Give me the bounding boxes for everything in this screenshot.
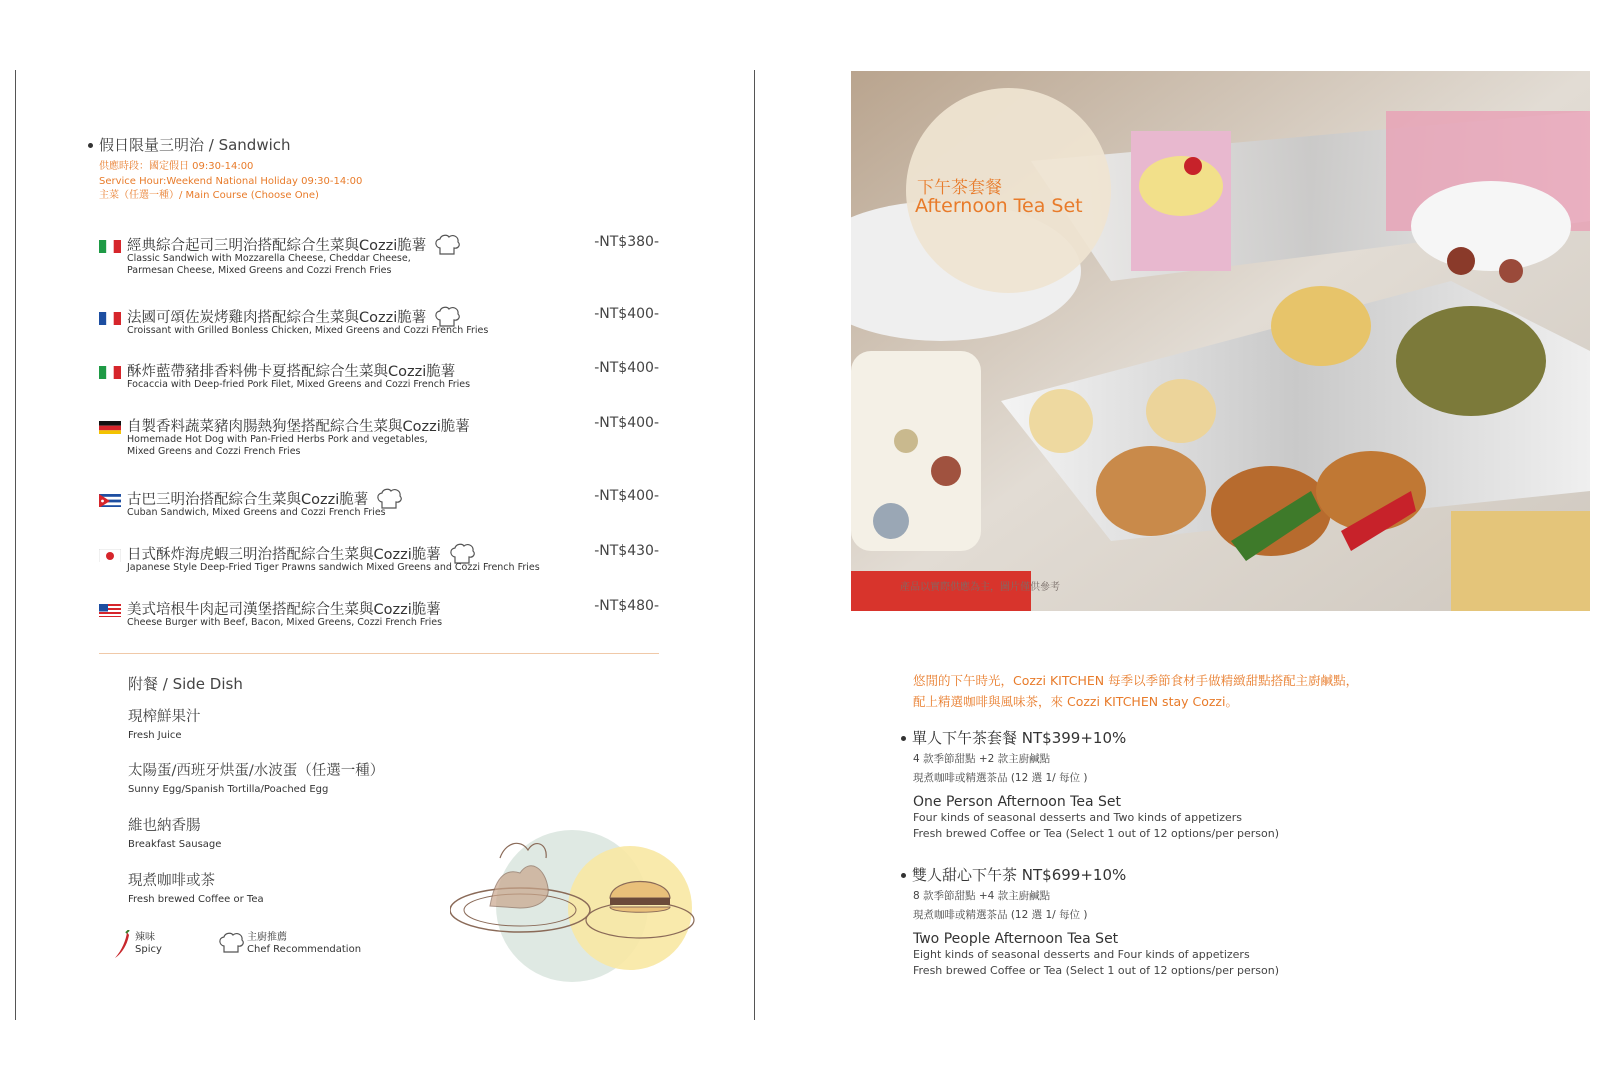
item-name-zh: 經典綜合起司三明治搭配綜合生菜與Cozzi脆薯 [127,234,462,258]
set-desc-zh: 8 款季節甜點 +4 款主廚鹹點 現煮咖啡或精選茶品 (12 選 1/ 每位 ) [913,890,1088,921]
item-name-zh: 美式培根牛肉起司漢堡搭配綜合生菜與Cozzi脆薯 [127,602,441,618]
list-item [128,869,264,905]
item-name-en: Cuban Sandwich, Mixed Greens and Cozzi French Fries [127,507,386,518]
item-price: -NT$400- [594,415,659,431]
france-flag-icon [99,311,121,325]
japan-flag-icon [99,548,121,562]
set-title: 雙人甜心下午茶 NT$699+10% [901,864,1279,885]
chef-hat-icon [216,931,246,957]
item-name-en: Cheese Burger with Beef, Bacon, Mixed Greens, Cozzi French Fries [127,617,443,628]
section-divider [99,653,659,654]
side-name-en: Fresh Juice [128,730,182,741]
section-title: 附餐 / Side Dish [128,675,243,693]
germany-flag-icon [99,420,121,434]
center-divider [754,70,755,1020]
side-name-en: Fresh brewed Coffee or Tea [128,894,264,905]
list-item [128,814,221,850]
left-margin-rule [15,70,16,1020]
item-price: -NT$480- [594,598,659,614]
item-name-zh: 酥炸藍帶豬排香料佛卡夏搭配綜合生菜與Cozzi脆薯 [127,364,456,380]
italy-flag-icon [99,365,121,379]
chef-hat-icon [432,234,462,258]
item-name-en: Croissant with Grilled Bonless Chicken, Mixed Greens and Cozzi French Fries [127,325,489,336]
side-name-en: Sunny Egg/Spanish Tortilla/Poached Egg [128,784,329,795]
tea-set-single [901,727,1279,842]
item-name-en: Japanese Style Deep-Fried Tiger Prawns sandwich Mixed Greens and Cozzi French Fries [127,562,540,573]
italy-flag-icon [99,239,121,253]
side-name-en: Breakfast Sausage [128,839,222,850]
side-name-zh: 維也納香腸 [128,818,201,834]
set-desc-zh: 4 款季節甜點 +2 款主廚鹹點 現煮咖啡或精選茶品 (12 選 1/ 每位 ) [913,753,1088,784]
photo-title-zh: 下午茶套餐 [917,178,1002,198]
set-title-en: One Person Afternoon Tea Set [913,794,1121,810]
item-name-zh: 日式酥炸海虎蝦三明治搭配綜合生菜與Cozzi脆薯 [127,543,477,567]
set-title: 單人下午茶套餐 NT$399+10% [901,727,1279,748]
item-price: -NT$430- [594,543,659,559]
set-desc-en: Four kinds of seasonal desserts and Two kinds of appetizers Fresh brewed Coffee or Tea (Select 1 out of 12 options/per person) [913,811,1279,840]
item-name-zh: 古巴三明治搭配綜合生菜與Cozzi脆薯 [127,488,404,512]
list-item [128,759,384,795]
item-name-en: Classic Sandwich with Mozzarella Cheese, Cheddar Cheese, Parmesan Cheese, Mixed Greens and Cozzi French Fries [127,253,411,276]
photo-caption: 產品以實際供應為主，圖片僅供參考 [900,582,1060,593]
item-price: -NT$400- [594,306,659,322]
item-name-en: Homemade Hot Dog with Pan-Fried Herbs Pork and vegetables, Mixed Greens and Cozzi French Fries [127,434,428,457]
service-hours: 供應時段：國定假日 09:30-14:00 Service Hour:Weekend National Holiday 09:30-14:00 主菜（任選一種）/ Main Course (Choose One) [99,161,363,201]
list-item [128,705,201,741]
intro-text: 悠閒的下午時光，Cozzi KITCHEN 每季以季節食材手做精緻甜點搭配主廚鹹點， 配上精選咖啡與風味茶，來 Cozzi KITCHEN stay Cozzi。 [913,673,1359,709]
side-name-zh: 現煮咖啡或茶 [128,873,215,889]
bullet-icon [901,736,906,741]
food-illustration [450,828,710,988]
usa-flag-icon [99,603,121,617]
legend-chef: 主廚推薦 Chef Recommendation [247,932,362,955]
item-price: -NT$400- [594,360,659,376]
chili-icon [112,930,132,960]
item-name-zh: 自製香料蔬菜豬肉腸熱狗堡搭配綜合生菜與Cozzi脆薯 [127,419,470,435]
bullet-icon [88,143,93,148]
item-price: -NT$380- [594,234,659,250]
legend-spicy: 辣味 Spicy [135,932,162,955]
section-title: 假日限量三明治 / Sandwich [88,134,291,155]
item-price: -NT$400- [594,488,659,504]
side-name-zh: 現榨鮮果汁 [128,709,201,725]
set-title-en: Two People Afternoon Tea Set [913,931,1119,947]
cuba-flag-icon [99,493,121,507]
bullet-icon [901,873,906,878]
item-name-zh: 法國可頌佐炭烤雞肉搭配綜合生菜與Cozzi脆薯 [127,306,462,330]
set-desc-en: Eight kinds of seasonal desserts and Four kinds of appetizers Fresh brewed Coffee or Tea (Select 1 out of 12 options/per person) [913,948,1279,977]
side-name-zh: 太陽蛋/西班牙烘蛋/水波蛋（任選一種） [128,763,385,779]
item-name-en: Focaccia with Deep-fried Pork Filet, Mixed Greens and Cozzi French Fries [127,379,471,390]
photo-title-en: Afternoon Tea Set [915,195,1083,217]
tea-set-double [901,864,1279,979]
